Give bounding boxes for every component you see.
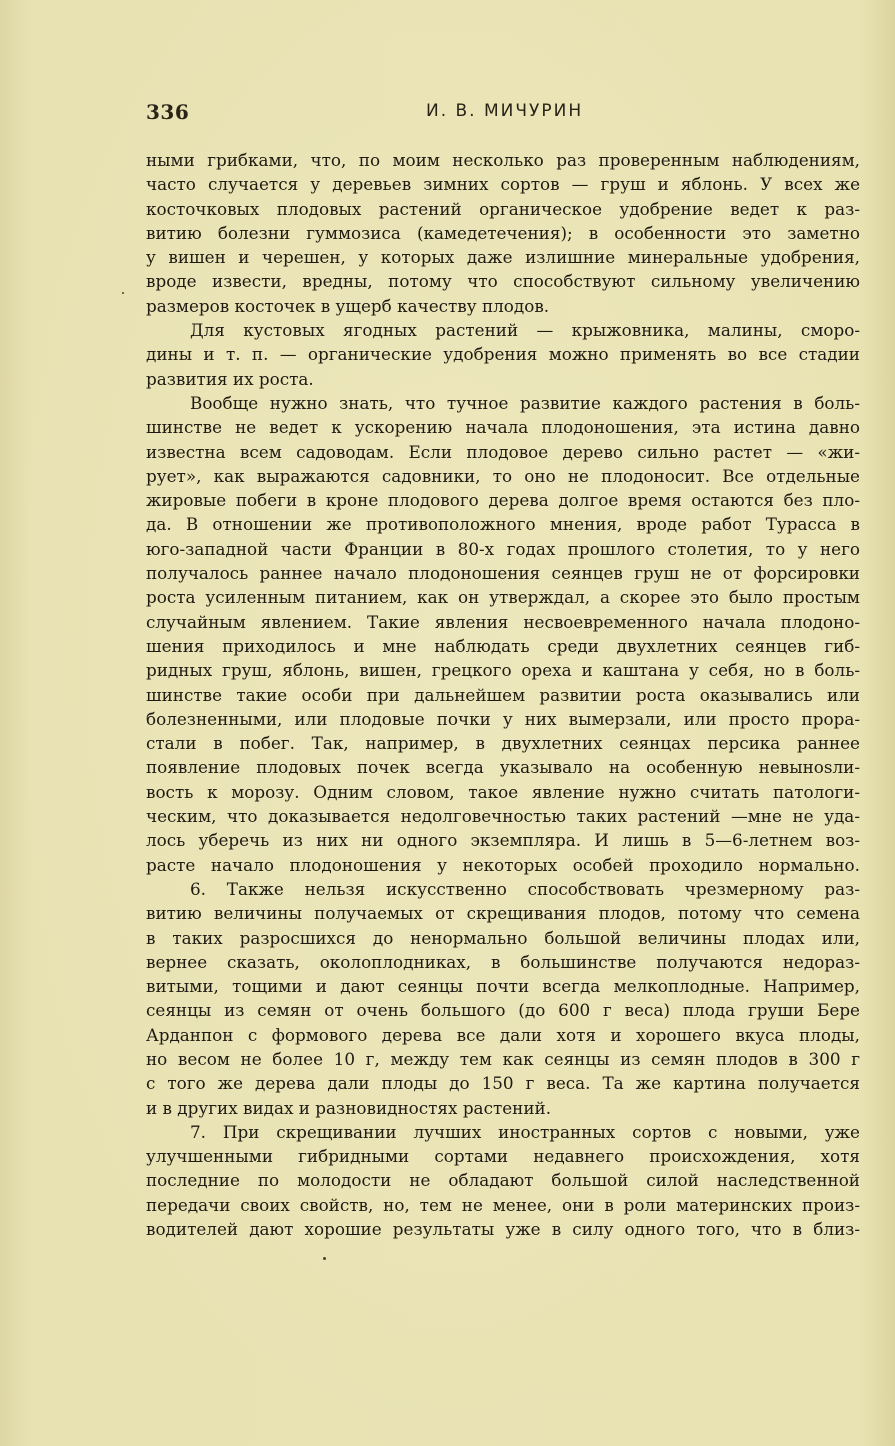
text-line: роста усиленным питанием, как он утверждал, а скорее это было простым: [146, 587, 860, 608]
text-line: развития их роста.: [146, 368, 314, 389]
text-line: шинстве такие особи при дальнейшем развитии роста оказывались или: [146, 684, 860, 705]
text-line: в таких разросшихся до ненормально большой величины плодах или,: [146, 927, 860, 948]
text-line: болезненными, или плодовые почки у них вымерзали, или просто прора-: [146, 708, 860, 729]
text-line: известна всем садоводам. Если плодовое дерево сильно растет — «жи-: [146, 441, 860, 462]
text-line: шинстве не ведет к ускорению начала плодоношения, эта истина давно: [146, 417, 860, 438]
text-line: 6. Также нельзя искусственно способствовать чрезмерному раз-: [190, 878, 860, 899]
text-line: улучшенными гибридными сортами недавнего происхождения, хотя: [146, 1146, 860, 1167]
text-line: стали в побег. Так, например, в двухлетних сеянцах персика раннее: [146, 733, 860, 754]
page-number: 336: [146, 100, 190, 124]
text-line: но весом не более 10 г, между тем как сеянцы из семян плодов в 300 г: [146, 1048, 860, 1069]
text-line: ридных груш, яблонь, вишен, грецкого ореха и каштана у себя, но в боль-: [146, 660, 860, 681]
text-line: жировые побеги в кроне плодового дерева долгое время остаются без пло-: [146, 490, 860, 511]
text-line: шения приходилось и мне наблюдать среди двухлетних сеянцев гиб-: [146, 635, 860, 656]
text-line: дины и т. п. — органические удобрения можно применять во все стадии: [146, 344, 860, 365]
text-line: лось уберечь из них ни одного экземпляра. И лишь в 5—6-летнем воз-: [146, 830, 860, 851]
text-line: вость к морозу. Одним словом, такое явление нужно считать патологи-: [146, 781, 860, 802]
text-line: витию величины получаемых от скрещивания плодов, потому что семена: [146, 903, 860, 924]
text-line: появление плодовых почек всегда указывало на особенную невынosли-: [146, 757, 860, 778]
text-line: Арданпон с формового дерева все дали хотя и хорошего вкуса плоды,: [146, 1024, 860, 1045]
text-line: 7. При скрещивании лучших иностранных сортов с новыми, уже: [190, 1121, 860, 1142]
body-text: [146, 148, 860, 1241]
text-line: вернее сказать, околоплодниках, в большинстве получаются недораз-: [146, 951, 860, 972]
text-line: да. В отношении же противоположного мнения, вроде работ Турасса в: [146, 514, 860, 535]
text-line: передачи своих свойств, но, тем не менее, они в роли материнских произ-: [146, 1194, 860, 1215]
text-line: и в других видах и разновидностях растений.: [146, 1097, 552, 1118]
running-title: И. В. МИЧУРИН: [426, 101, 584, 121]
text-line: витию болезни гуммозиса (камедетечения); в особенности это заметно: [146, 222, 860, 243]
text-line: часто случается у деревьев зимних сортов — груш и яблонь. У всех же: [146, 174, 860, 195]
text-line: расте начало плодоношения у некоторых особей проходило нормально.: [146, 854, 860, 875]
text-line: косточковых плодовых растений органическое удобрение ведет к раз-: [146, 198, 860, 219]
text-line: витыми, тощими и дают сеянцы почти всегда мелкоплодные. Например,: [146, 976, 860, 997]
running-head: [146, 100, 860, 126]
text-line: с того же дерева дали плоды до 150 г веса. Та же картина получается: [146, 1073, 860, 1094]
print-speck: [122, 292, 124, 294]
text-line: юго-западной части Франции в 80-х годах прошлого столетия, то у него: [146, 538, 860, 559]
text-line: размеров косточек в ущерб качеству плодов.: [146, 295, 550, 316]
text-line: Для кустовых ягодных растений — крыжовника, малины, сморо-: [190, 320, 860, 341]
text-line: у вишен и черешен, у которых даже излишние минеральные удобрения,: [146, 247, 860, 268]
text-line: получалось раннее начало плодоношения сеянцев груш не от форсировки: [146, 563, 860, 584]
text-line: случайным явлением. Такие явления несвоевременного начала плодоно-: [146, 611, 860, 632]
text-line: вроде извести, вредны, потому что способствуют сильному увеличению: [146, 271, 860, 292]
print-speck: [323, 1257, 326, 1260]
text-line: Вообще нужно знать, что тучное развитие каждого растения в боль-: [190, 392, 860, 413]
text-line: ческим, что доказывается недолговечностью таких растений —мне не уда-: [146, 806, 860, 827]
text-line: сеянцы из семян от очень большого (до 600 г веса) плода груши Бере: [146, 1000, 860, 1021]
text-line: рует», как выражаются садовники, то оно не плодоносит. Все отдельные: [146, 465, 860, 486]
text-line: водителей дают хорошие результаты уже в силу одного того, что в близ-: [146, 1219, 860, 1240]
text-line: последние по молодости не обладают большой силой наследственной: [146, 1170, 860, 1191]
text-line: ными грибками, что, по моим несколько раз проверенным наблюдениям,: [146, 150, 860, 170]
